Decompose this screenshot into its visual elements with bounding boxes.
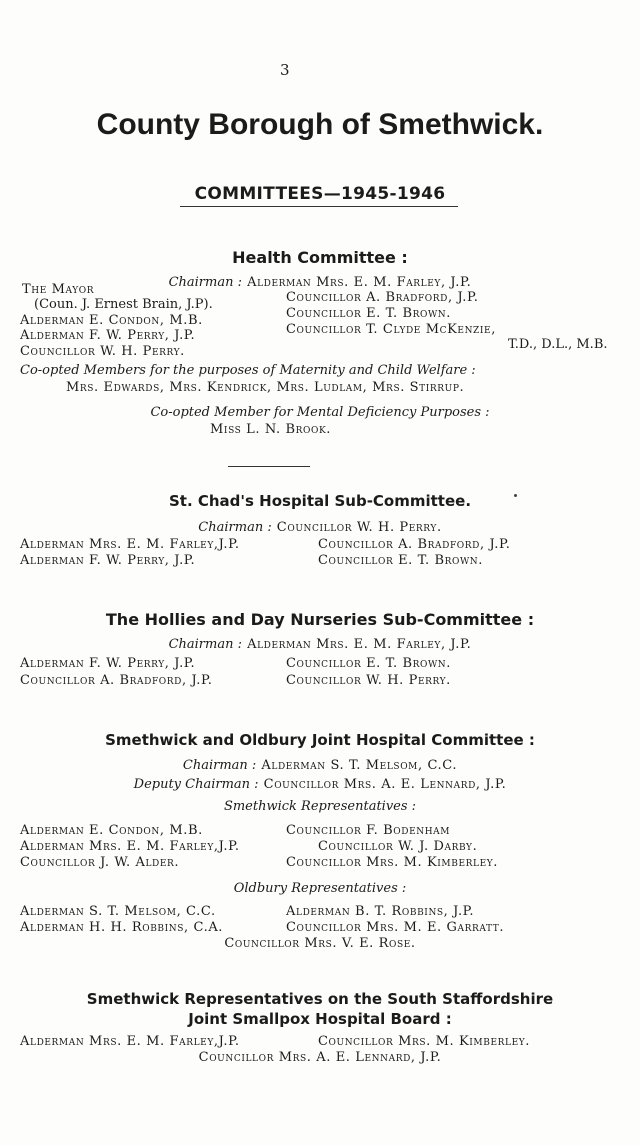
joint-heading: Smethwick and Oldbury Joint Hospital Committee : — [105, 731, 535, 749]
st-chads-right-1: Councillor E. T. Brown. — [318, 553, 484, 568]
joint-oldbury-right-0: Alderman B. T. Robbins, J.P. — [286, 904, 475, 919]
hollies-chairman-line — [0, 633, 640, 652]
joint-smethwick-label: Smethwick Representatives : — [223, 799, 417, 814]
joint-chair-label: Chairman : — [182, 758, 257, 773]
health-chair-label: Chairman : — [168, 275, 242, 290]
smallpox-heading-2: Joint Smallpox Hospital Board : — [188, 1010, 452, 1028]
health-mental-label: Co-opted Member for Mental Deficiency Purposes : — [150, 405, 490, 420]
speck-mark — [514, 494, 517, 497]
health-right-1: Councillor E. T. Brown. — [286, 306, 452, 321]
st-chads-chair-name: Councillor W. H. Perry. — [276, 520, 442, 535]
health-coopted-names: Mrs. Edwards, Mrs. Kendrick, Mrs. Ludlam, Mrs. Stirrup. — [66, 380, 465, 395]
health-chairman-line — [0, 271, 640, 290]
health-coopted-label: Co-opted Members for the purposes of Maternity and Child Welfare : — [20, 363, 476, 378]
st-chads-left-0: Alderman Mrs. E. M. Farley,J.P. — [20, 537, 240, 552]
smallpox-heading-1: Smethwick Representatives on the South Staffordshire — [86, 990, 554, 1008]
joint-oldbury-left-1: Alderman H. H. Robbins, C.A. — [20, 920, 224, 935]
joint-deputy-name: Councillor Mrs. A. E. Lennard, J.P. — [263, 777, 507, 792]
hollies-left-1: Councillor A. Bradford, J.P. — [20, 673, 213, 688]
joint-deputy-label: Deputy Chairman : — [133, 777, 259, 792]
smallpox-left: Alderman Mrs. E. M. Farley,J.P. — [20, 1034, 240, 1049]
joint-chairman-line — [0, 754, 640, 773]
joint-smethwick-right-2: Councillor Mrs. M. Kimberley. — [286, 855, 499, 870]
page-number: 3 — [280, 61, 290, 79]
health-chair-name: Alderman Mrs. E. M. Farley, J.P. — [247, 275, 472, 290]
joint-oldbury-right-1: Councillor Mrs. M. E. Garratt. — [286, 920, 505, 935]
health-right-0: Councillor A. Bradford, J.P. — [286, 290, 479, 305]
joint-smethwick-right-0: Councillor F. Bodenham — [286, 823, 451, 838]
st-chads-left-1: Alderman F. W. Perry, J.P. — [20, 553, 196, 568]
health-left-0: The Mayor — [22, 282, 95, 297]
st-chads-heading: St. Chad's Hospital Sub-Committee. — [168, 492, 472, 510]
smallpox-last: Councillor Mrs. A. E. Lennard, J.P. — [198, 1050, 442, 1065]
health-right-3: T.D., D.L., M.B. — [508, 337, 608, 352]
health-left-4: Councillor W. H. Perry. — [20, 344, 185, 359]
subtitle: COMMITTEES—1945-1946 — [194, 184, 446, 204]
health-mental-name: Miss L. N. Brook. — [210, 422, 332, 437]
hollies-right-0: Councillor E. T. Brown. — [286, 656, 452, 671]
joint-smethwick-right-1: Councillor W. J. Darby. — [318, 839, 478, 854]
subtitle-underline — [180, 206, 458, 207]
st-chads-chairman-line — [0, 516, 640, 535]
hollies-right-1: Councillor W. H. Perry. — [286, 673, 451, 688]
health-left-2: Alderman E. Condon, M.B. — [20, 313, 203, 328]
hollies-chair-label: Chairman : — [168, 637, 242, 652]
health-right-2: Councillor T. Clyde McKenzie, — [286, 322, 496, 337]
joint-oldbury-left-0: Alderman S. T. Melsom, C.C. — [20, 904, 216, 919]
page-title: County Borough of Smethwick. — [96, 108, 544, 141]
hollies-heading: The Hollies and Day Nurseries Sub-Committee : — [105, 610, 535, 629]
hollies-chair-name: Alderman Mrs. E. M. Farley, J.P. — [247, 637, 472, 652]
joint-deputy-line — [0, 773, 640, 792]
st-chads-chair-label: Chairman : — [198, 520, 272, 535]
joint-smethwick-left-0: Alderman E. Condon, M.B. — [20, 823, 203, 838]
joint-smethwick-left-1: Alderman Mrs. E. M. Farley,J.P. — [20, 839, 240, 854]
hollies-left-0: Alderman F. W. Perry, J.P. — [20, 656, 196, 671]
health-heading: Health Committee : — [232, 248, 408, 267]
joint-chair-name: Alderman S. T. Melsom, C.C. — [261, 758, 458, 773]
smallpox-right: Councillor Mrs. M. Kimberley. — [318, 1034, 531, 1049]
st-chads-right-0: Councillor A. Bradford, J.P. — [318, 537, 511, 552]
joint-oldbury-label: Oldbury Representatives : — [233, 881, 407, 896]
health-left-3: Alderman F. W. Perry, J.P. — [20, 328, 196, 343]
section-divider — [228, 466, 310, 467]
health-left-1: (Coun. J. Ernest Brain, J.P). — [34, 297, 213, 312]
joint-oldbury-last: Councillor Mrs. V. E. Rose. — [224, 936, 416, 951]
joint-smethwick-left-2: Councillor J. W. Alder. — [20, 855, 180, 870]
